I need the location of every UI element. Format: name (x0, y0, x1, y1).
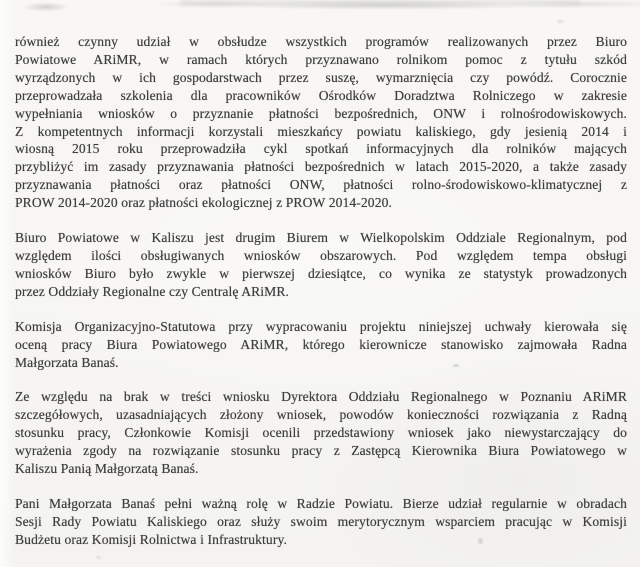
text-line: Pani Małgorzata Banaś pełni ważną rolę w Radzie Powiatu. Bierze udział regularnie w obradach (15, 495, 627, 511)
scan-smudge-top (180, 0, 580, 9)
text-line: przez Oddziały Regionalne czy Centralę ARiMR. (15, 283, 290, 299)
text-line: stosunku pracy, Członkowie Komisji ocenili przedstawiony wniosek jako niewystarczający do (15, 425, 627, 441)
document-body-text (15, 33, 627, 566)
text-line: wyrażenia zgody na rozwiązanie stosunku pracy z Zastępcą Kierownika Biura Powiatowego w (15, 443, 627, 459)
text-line: również czynny udział w obsłudze wszystkich programów realizowanych przez Biuro (15, 34, 627, 49)
paragraph (15, 495, 627, 549)
text-line: Małgorzata Banaś. (15, 354, 119, 370)
paragraph (15, 229, 627, 301)
text-line: przyznawania płatności oraz płatności ONW, płatności rolno-środowiskowo-klimatycznej z (15, 177, 627, 193)
text-line: Komisja Organizacyjno-Statutowa przy wypracowaniu projektu niniejszej uchwały kierowała się (15, 318, 627, 334)
text-line: przybliżyć im zasady przyznawania płatności bezpośrednich w latach 2015-2020, a także zasady (15, 159, 627, 175)
text-line: Budżetu oraz Komisji Rolnictwa i Infrastruktury. (15, 531, 287, 547)
text-line: wyrządzonych w ich gospodarstwach przez suszę, wymarznięcia czy powódź. Corocznie (15, 69, 627, 85)
text-line: Sesji Rady Powiatu Kaliskiego oraz służy swoim merytorycznym wsparciem pracując w Komisji (15, 513, 627, 529)
paragraph (15, 33, 627, 212)
text-line: Biuro Powiatowe w Kaliszu jest drugim Biurem w Wielkopolskim Oddziale Regionalnym, pod (15, 230, 627, 246)
text-line: PROW 2014-2020 oraz płatności ekologicznej z PROW 2014-2020. (15, 195, 392, 211)
text-line: oceną pracy Biura Powiatowego ARiMR, którego kierownicze stanowisko zajmowała Radna (15, 336, 627, 352)
text-line: Z kompetentnych informacji korzystali mieszkańcy powiatu kaliskiego, gdy jesienią 2014 i (15, 123, 627, 139)
text-line: względem ilości obsługiwanych wniosków obszarowych. Pod względem tempa obsługi (15, 247, 627, 263)
text-line: wypełniania wniosków o przyznanie płatności bezpośrednich, ONW i rolnośrodowiskowych. (15, 105, 627, 121)
text-line: wiosną 2015 roku przeprowadziła cykl spotkań informacyjnych dla rolników mających (15, 141, 627, 157)
text-line: Kaliszu Panią Małgorzatą Banaś. (15, 461, 199, 477)
text-line: Ze względu na brak w treści wniosku Dyrektora Oddziału Regionalnego w Poznaniu ARiMR (15, 389, 627, 405)
paragraph (15, 388, 627, 478)
text-line: wniosków Biuro było zwykle w pierwszej dziesiątce, co wynika ze statystyk prowadzonych (15, 265, 627, 281)
scan-speck (557, 20, 564, 23)
text-line: szczegółowych, uzasadniających złożony wniosek, powodów konieczności rozwiązania z Radną (15, 407, 627, 423)
paragraph (15, 318, 627, 372)
text-line: Powiatowe ARiMR, w ramach których przyznawano rolnikom pomoc z tytułu szkód (15, 51, 627, 67)
text-line: przeprowadzała szkolenia dla pracowników Ośrodków Doradztwa Rolniczego w zakresie (15, 87, 627, 103)
